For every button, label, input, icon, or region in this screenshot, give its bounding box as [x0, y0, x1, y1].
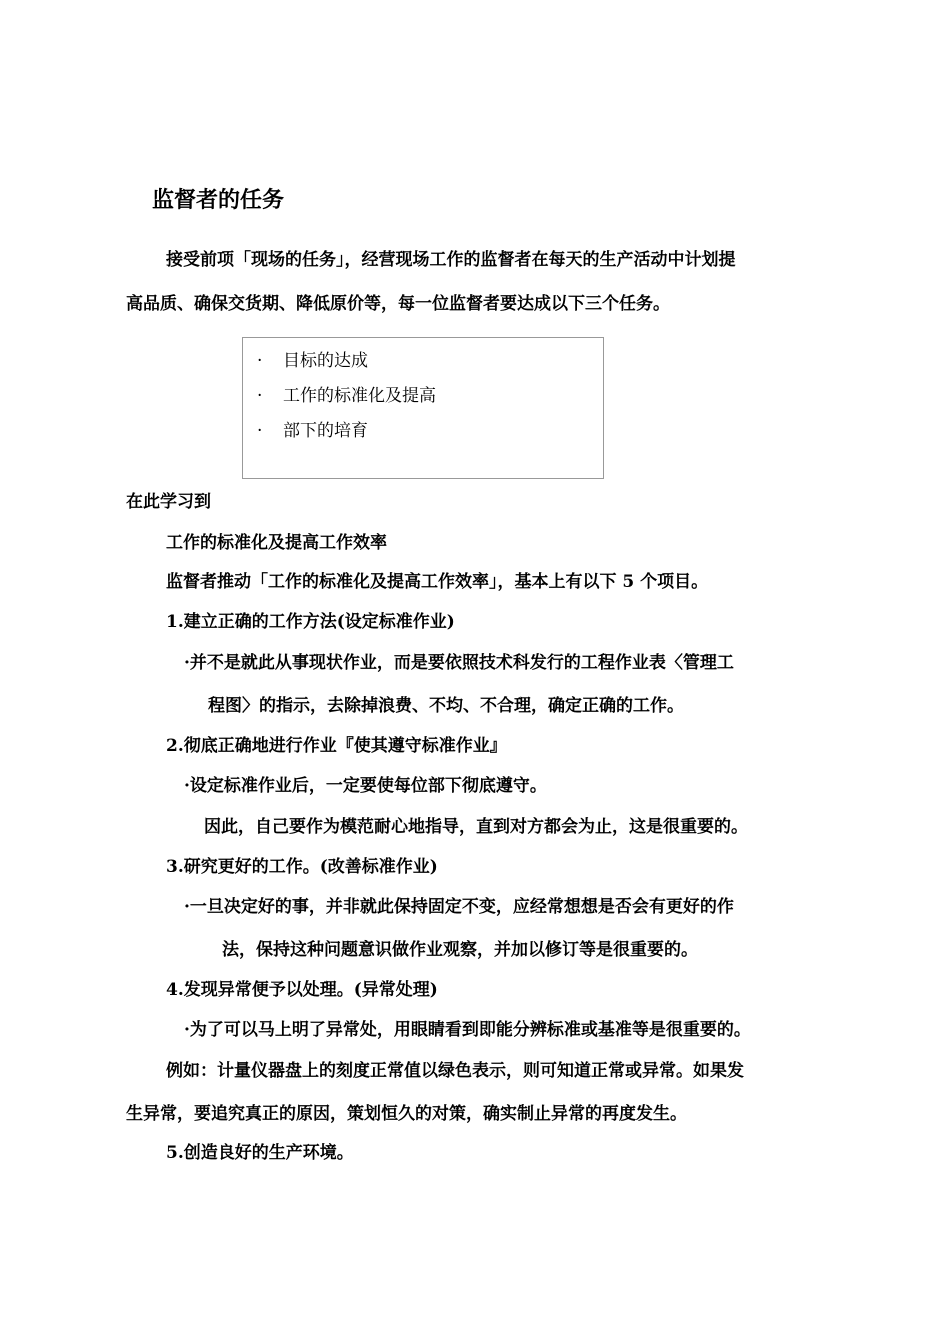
intro-line-1: 接受前项「现场的任务」，经营现场工作的监督者在每天的生产活动中计划提: [166, 250, 736, 270]
task-item: · 工作的标准化及提高: [257, 386, 436, 406]
item-2-line-2: 因此，自己要作为模范耐心地指导，直到对方都会为止，这是很重要的。: [204, 817, 748, 837]
bullet-icon: ·: [257, 386, 263, 406]
item-2-line-1: ·设定标准作业后，一定要使每位部下彻底遵守。: [184, 776, 547, 796]
page-title: 监督者的任务: [152, 188, 285, 213]
task-item: · 部下的培育: [257, 421, 368, 441]
tasks-box: [242, 337, 604, 479]
task-item: · 目标的达成: [257, 351, 368, 371]
item-1-line-2: 程图〉的指示，去除掉浪费、不均、不合理，确定正确的工作。: [208, 696, 684, 716]
item-4-title: 4.发现异常便予以处理。(异常处理): [166, 980, 438, 1000]
item-2-title: 2.彻底正确地进行作业『使其遵守标准作业』: [166, 736, 507, 756]
intro-line-2: 高品质、确保交货期、降低原价等，每一位监督者要达成以下三个任务。: [126, 294, 670, 314]
bullet-icon: ·: [257, 421, 263, 441]
bullet-icon: ·: [257, 351, 263, 371]
example-line-2: 生异常，要追究真正的原因，策划恒久的对策，确实制止异常的再度发生。: [126, 1104, 687, 1124]
item-3-line-2: 法，保持这种问题意识做作业观察，并加以修订等是很重要的。: [222, 940, 698, 960]
item-3-title: 3.研究更好的工作。(改善标准作业): [166, 857, 438, 877]
item-4-line-1: ·为了可以马上明了异常处，用眼睛看到即能分辨标准或基准等是很重要的。: [184, 1020, 751, 1040]
item-5-title: 5.创造良好的生产环境。: [166, 1143, 354, 1163]
item-3-line-1: ·一旦决定好的事，并非就此保持固定不变，应经常想想是否会有更好的作: [184, 897, 734, 917]
learn-heading: 在此学习到: [126, 492, 211, 512]
item-1-line-1: ·并不是就此从事现状作业，而是要依照技术科发行的工程作业表〈管理工: [184, 653, 734, 673]
topic-heading: 工作的标准化及提高工作效率: [166, 533, 387, 553]
item-1-title: 1.建立正确的工作方法(设定标准作业): [166, 612, 455, 632]
topic-intro: 监督者推动「工作的标准化及提高工作效率」，基本上有以下 5 个项目。: [166, 572, 709, 592]
example-line-1: 例如：计量仪器盘上的刻度正常值以绿色表示，则可知道正常或异常。如果发: [166, 1061, 744, 1081]
